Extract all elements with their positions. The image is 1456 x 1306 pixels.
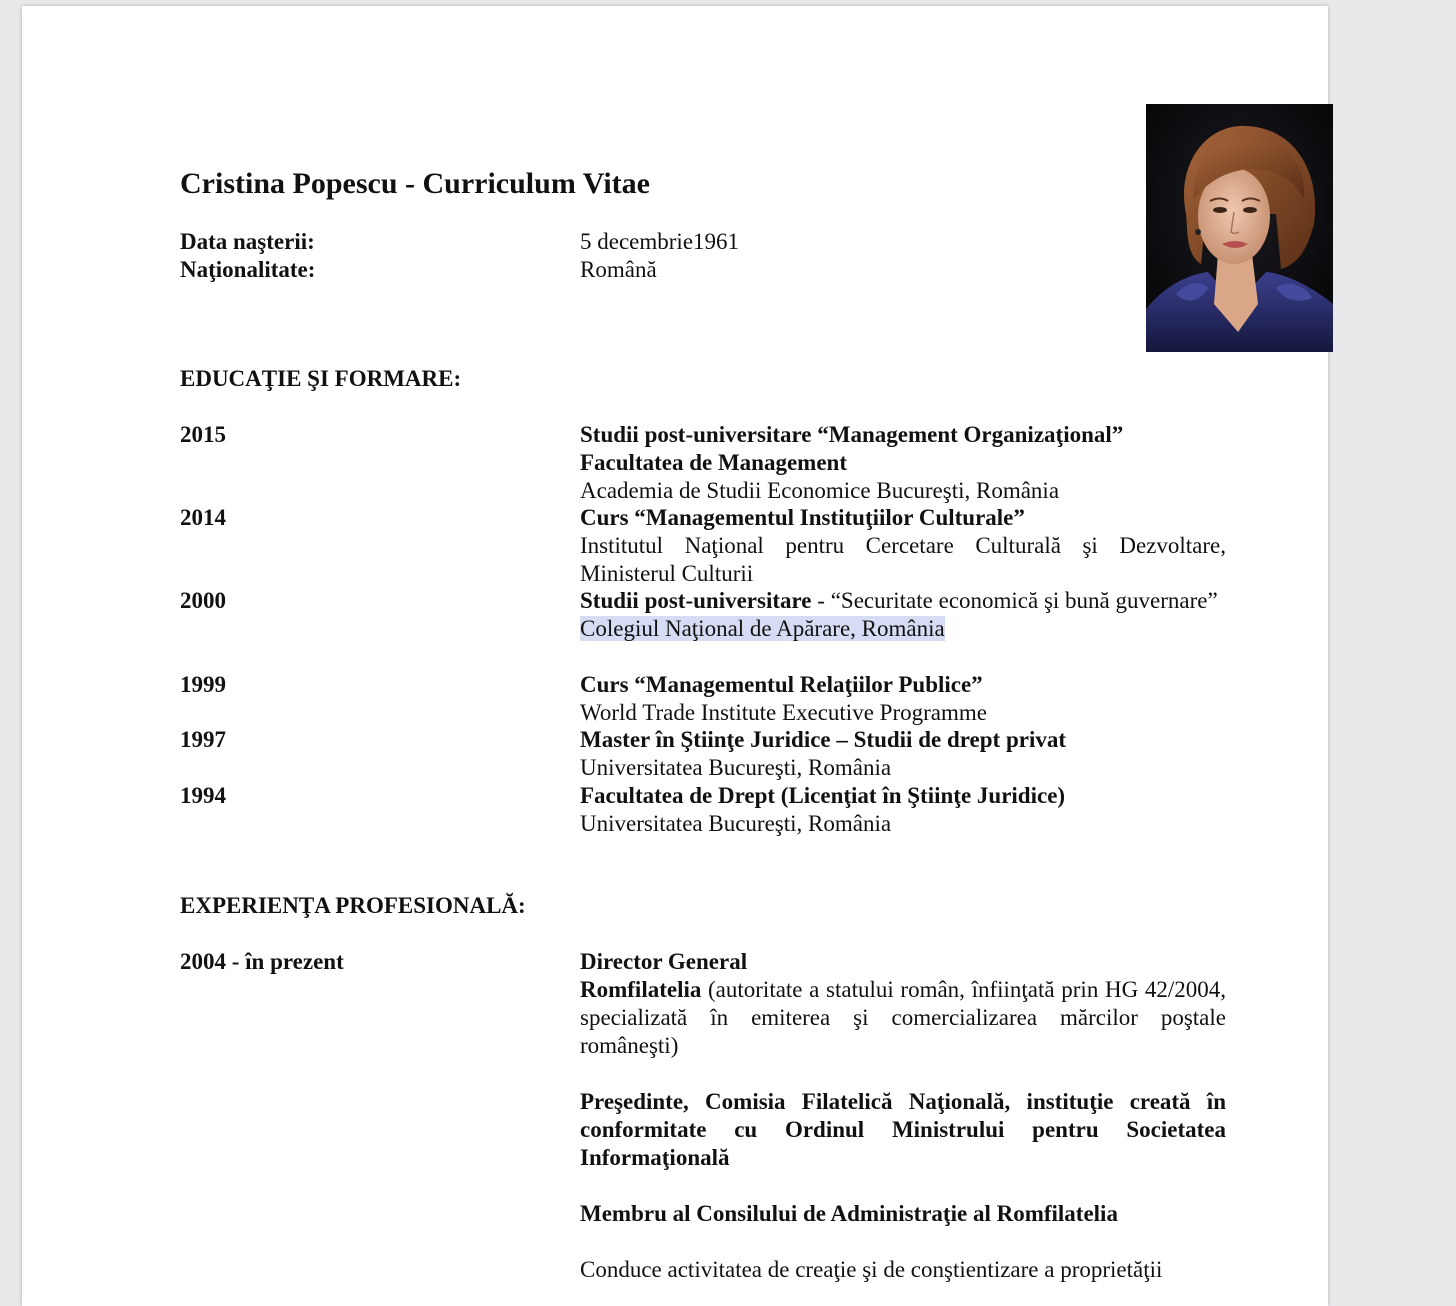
- education-institution: Academia de Studii Economice Bucureşti, România: [580, 478, 1060, 503]
- education-year: 1999: [180, 672, 226, 697]
- education-title: Master în Ştiinţe Juridice – Studii de drept privat: [580, 727, 1066, 752]
- page-title: Cristina Popescu - Curriculum Vitae: [180, 167, 650, 200]
- experience-org-name: Romfilatelia: [580, 977, 702, 1002]
- experience-description: Conduce activitatea de creaţie şi de conştientizare a proprietăţii: [580, 1257, 1163, 1282]
- education-title: Studii post-universitare “Management Organizaţional”: [580, 422, 1124, 447]
- nationality-label: Naţionalitate:: [180, 257, 316, 282]
- education-year: 1997: [180, 727, 226, 752]
- experience-heading: EXPERIENŢA PROFESIONALĂ:: [180, 893, 526, 918]
- experience-organization: [580, 976, 1226, 1060]
- education-year: 1994: [180, 783, 226, 808]
- education-title: Facultatea de Drept (Licenţiat în Ştiinţe Juridice): [580, 783, 1066, 808]
- education-title: Curs “Managementul Relaţiilor Publice”: [580, 672, 983, 697]
- education-institution: World Trade Institute Executive Programme: [580, 700, 987, 725]
- education-institution[interactable]: Colegiul Naţional de Apărare, România: [580, 616, 945, 641]
- experience-org-description: (autoritate a statului român, înfiinţată prin HG 42/2004, specializată în emiterea şi comercializarea mărcilor poştale româneşti): [580, 977, 1226, 1058]
- education-institution: Universitatea Bucureşti, România: [580, 755, 892, 780]
- education-year: 2015: [180, 422, 226, 447]
- experience-role-president: Preşedinte, Comisia Filatelică Naţională, instituţie creată în conformitate cu Ordinul Ministrului pentru Societatea Informaţională: [580, 1089, 1226, 1170]
- education-faculty: Facultatea de Management: [580, 450, 847, 475]
- experience-period: 2004 - în prezent: [180, 949, 344, 974]
- education-title: [580, 587, 1226, 615]
- education-year: 2000: [180, 588, 226, 613]
- document-page: [22, 6, 1328, 1306]
- education-title-rest: - “Securitate economică şi bună guvernare”: [811, 588, 1218, 613]
- education-heading: EDUCAŢIE ŞI FORMARE:: [180, 366, 462, 391]
- experience-role: Director General: [580, 949, 748, 974]
- education-institution: Universitatea Bucureşti, România: [580, 811, 892, 836]
- experience-role-board-member: Membru al Consilului de Administraţie al Romfilatelia: [580, 1201, 1118, 1226]
- education-year: 2014: [180, 505, 226, 530]
- education-title: Curs “Managementul Instituţiilor Culturale”: [580, 505, 1025, 530]
- education-institution: Institutul Naţional pentru Cercetare Culturală şi Dezvoltare, Ministerul Culturii: [580, 533, 1226, 586]
- birth-date-value: 5 decembrie1961: [580, 229, 740, 254]
- nationality-value: Română: [580, 257, 657, 282]
- birth-date-label: Data naşterii:: [180, 229, 315, 254]
- education-title-bold: Studii post-universitare: [580, 588, 812, 613]
